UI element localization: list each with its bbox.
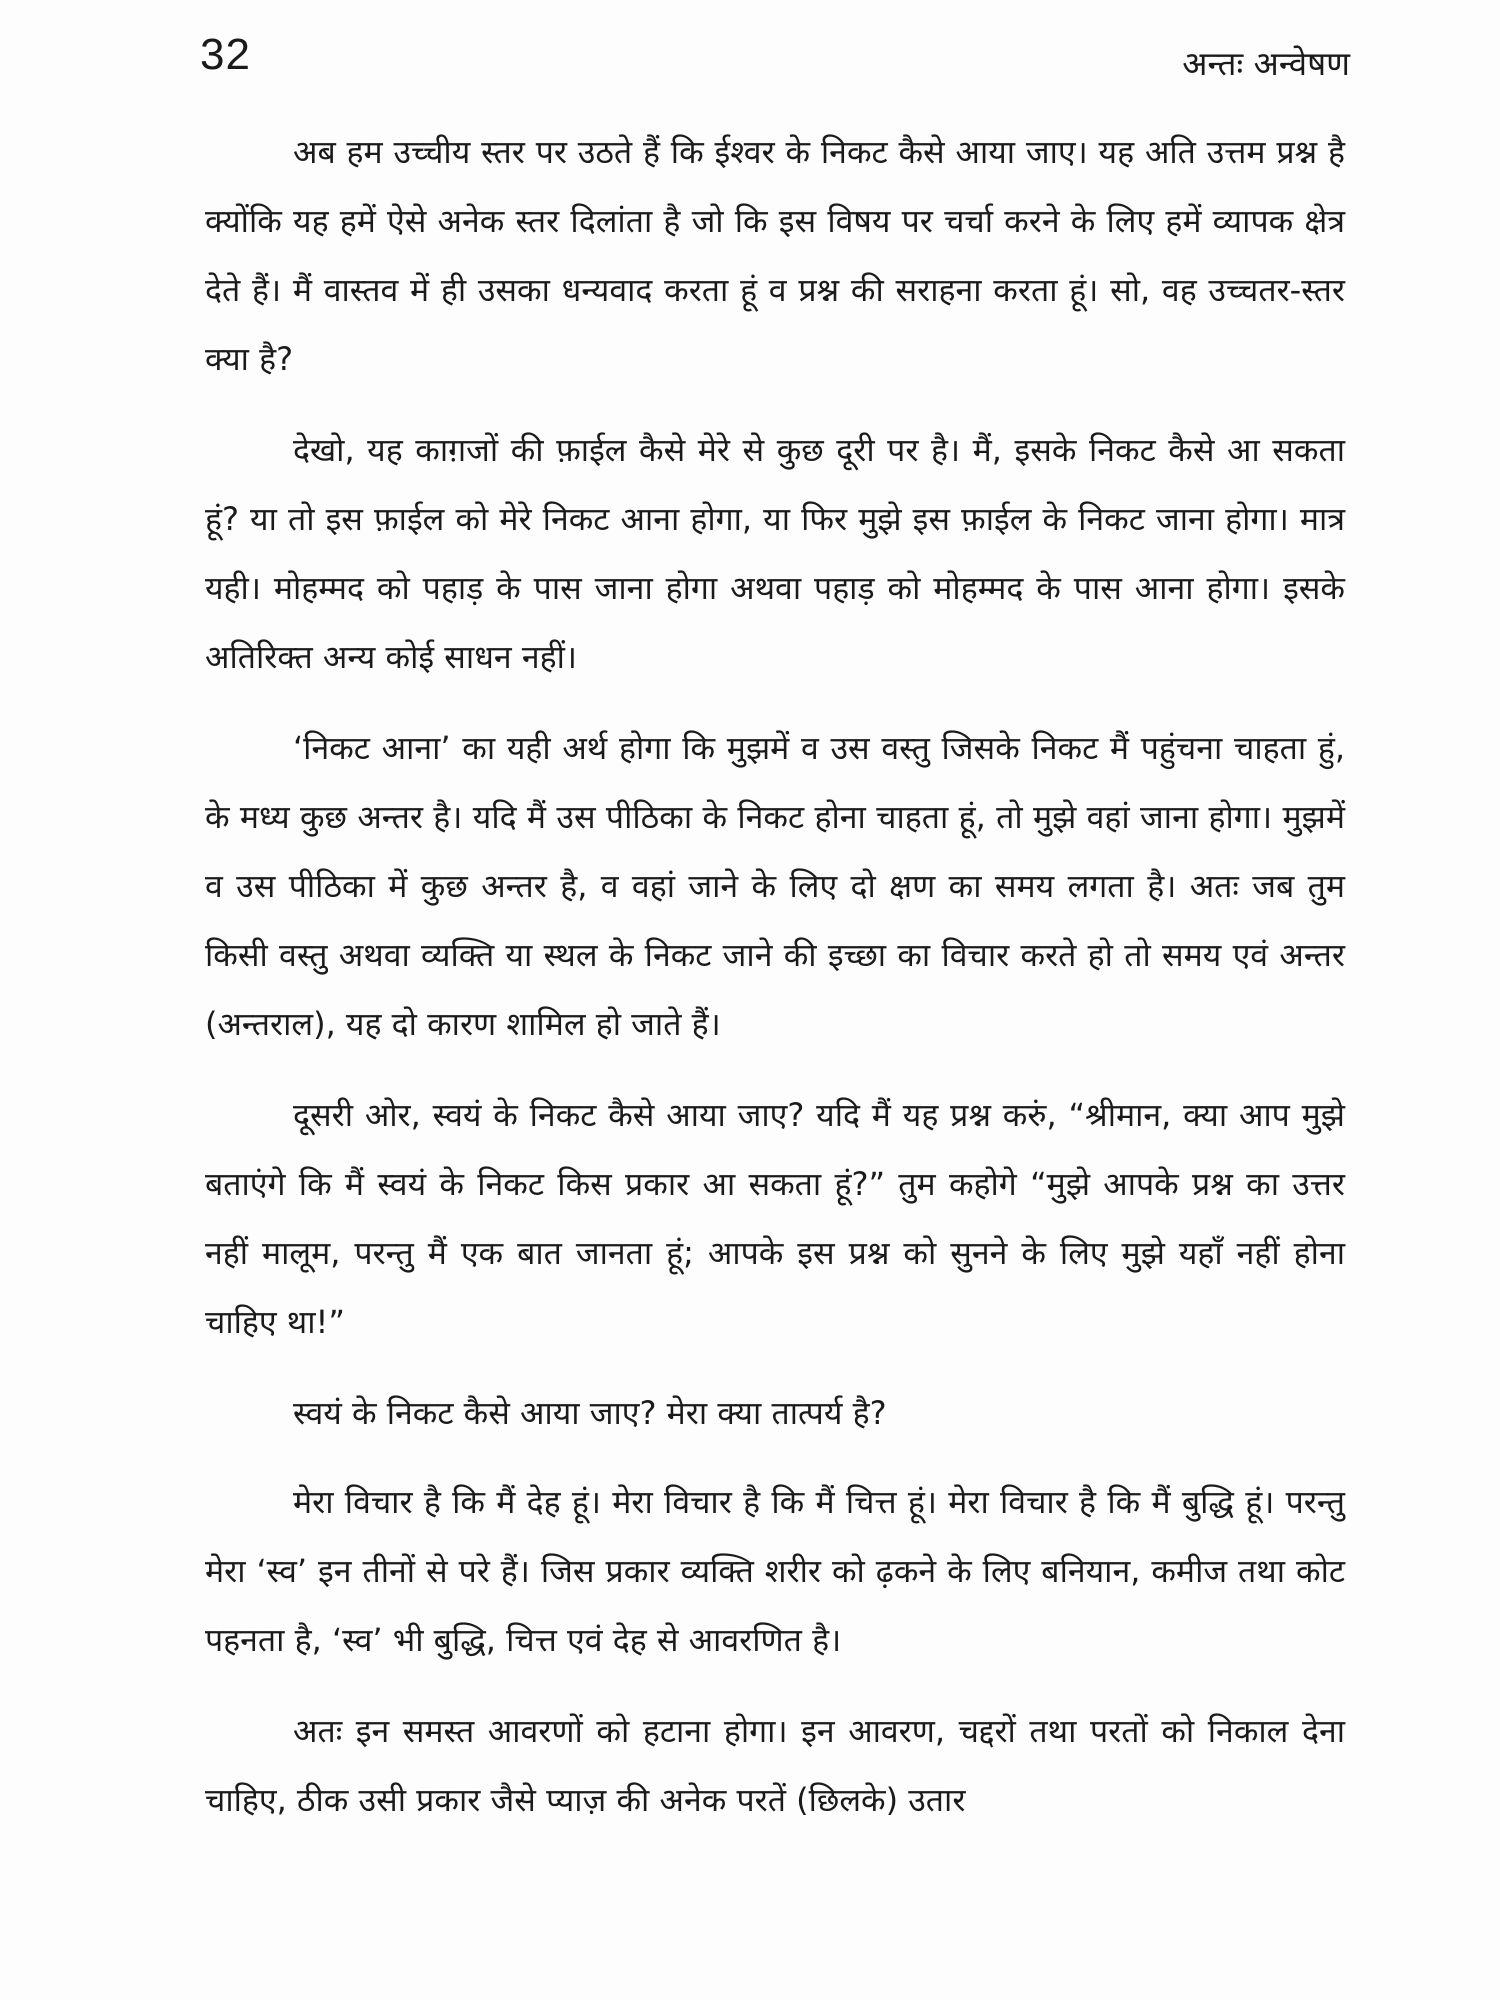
paragraph: देखो, यह काग़जों की फ़ाईल कैसे मेरे से कुछ दूरी पर है। मैं, इसके निकट कैसे आ सकता हूं? या तो इस फ़ाईल को मेरे निकट आना होगा, या फिर मुझे इस फ़ाईल के निकट जाना होगा। मात्र यही। मोहम्मद को पहाड़ के पास जाना होगा अथवा पहाड़ को मोहम्मद के पास आना होगा। इसके अतिरिक्त अन्य कोई साधन नहीं। bbox=[205, 431, 1345, 676]
paragraph: मेरा विचार है कि मैं देह हूं। मेरा विचार है कि मैं चित्त हूं। मेरा विचार है कि मैं बुद्धि हूं। परन्तु मेरा ‘स्व’ इन तीनों से परे हैं। जिस प्रकार व्यक्ति शरीर को ढ़कने के लिए बनियान, कमीज तथा कोट पहनता है, ‘स्व’ भी बुद्धि, चित्त एवं देह से आवरणित है। bbox=[205, 1483, 1345, 1659]
page-number: 32 bbox=[200, 30, 251, 79]
paragraph: ‘निकट आना’ का यही अर्थ होगा कि मुझमें व उस वस्तु जिसके निकट मैं पहुंचना चाहता हुं, के मध्य कुछ अन्तर है। यदि मैं उस पीठिका के निकट होना चाहता हूं, तो मुझे वहां जाना होगा। मुझमें व उस पीठिका में कुछ अन्तर है, व वहां जाने के लिए दो क्षण का समय लगता है। अतः जब तुम किसी वस्तु अथवा व्यक्ति या स्थल के निकट जाने की इच्छा का विचार करते हो तो समय एवं अन्तर (अन्तराल), यह दो कारण शामिल हो जाते हैं। bbox=[205, 729, 1345, 1043]
paragraph: अतः इन समस्त आवरणों को हटाना होगा। इन आवरण, चद्दरों तथा परतों को निकाल देना चाहिए, ठीक उसी प्रकार जैसे प्याज़ की अनेक परतें (छिलके) उतार bbox=[205, 1712, 1345, 1819]
running-head: अन्तः अन्वेषण bbox=[1182, 44, 1350, 83]
paragraph: स्वयं के निकट कैसे आया जाए? मेरा क्या तात्पर्य है? bbox=[293, 1394, 887, 1432]
body-text bbox=[205, 118, 1345, 1857]
paragraph: दूसरी ओर, स्वयं के निकट कैसे आया जाए? यदि मैं यह प्रश्न करुं, “श्रीमान, क्या आप मुझे बताएंगे कि मैं स्वयं के निकट किस प्रकार आ सकता हूं?” तुम कहोगे “मुझे आपके प्रश्न का उत्तर नहीं मालूम, परन्तु मैं एक बात जानता हूं; आपके इस प्रश्न को सुनने के लिए मुझे यहाँ नहीं होना चाहिए था!” bbox=[205, 1096, 1345, 1341]
paragraph: अब हम उच्चीय स्तर पर उठते हैं कि ईश्वर के निकट कैसे आया जाए। यह अति उत्तम प्रश्न है क्योंकि यह हमें ऐसे अनेक स्तर दिलांता है जो कि इस विषय पर चर्चा करने के लिए हमें व्यापक क्षेत्र देते हैं। मैं वास्तव में ही उसका धन्यवाद करता हूं व प्रश्न की सराहना करता हूं। सो, वह उच्चतर-स्तर क्या है? bbox=[205, 133, 1345, 378]
